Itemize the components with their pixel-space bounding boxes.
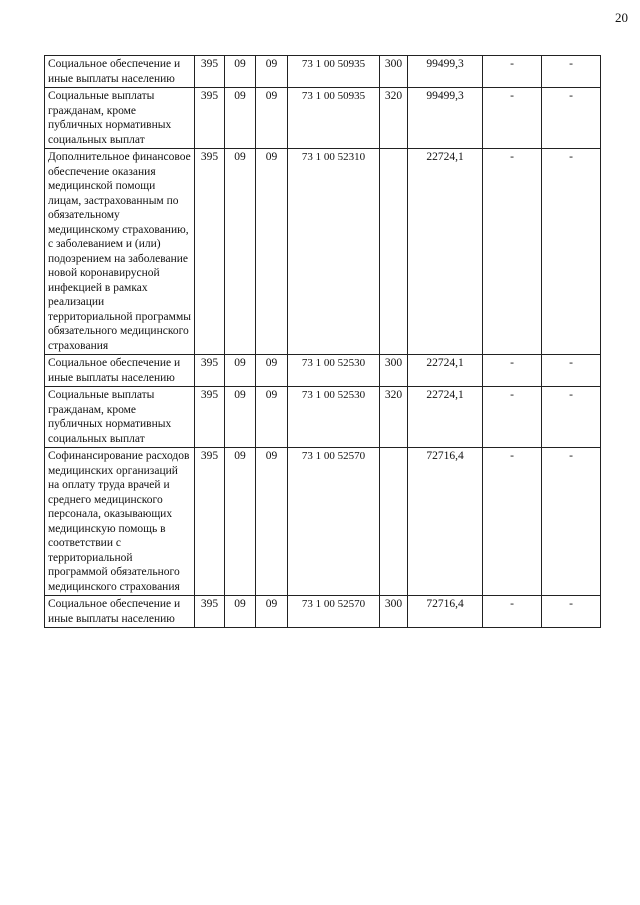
amount-year1-cell: 22724,1 (408, 149, 483, 355)
amount-year2-cell: - (483, 88, 542, 149)
row-name-cell: Социальное обеспечение и иные выплаты населению (45, 56, 195, 88)
row-name-cell: Социальные выплаты гражданам, кроме публичных нормативных социальных выплат (45, 88, 195, 149)
target-article-cell: 73 1 00 50935 (288, 88, 380, 149)
target-article-cell: 73 1 00 52570 (288, 596, 380, 628)
grbs-cell: 395 (195, 88, 225, 149)
amount-year3-cell: - (542, 448, 601, 596)
section-cell: 09 (225, 88, 256, 149)
amount-year3-cell: - (542, 88, 601, 149)
expense-type-cell: 320 (380, 88, 408, 149)
table-row (45, 387, 601, 448)
section-cell: 09 (225, 448, 256, 596)
amount-year1-cell: 99499,3 (408, 56, 483, 88)
amount-year2-cell: - (483, 596, 542, 628)
expense-type-cell: 300 (380, 355, 408, 387)
amount-year1-cell: 72716,4 (408, 596, 483, 628)
section-cell: 09 (225, 355, 256, 387)
expense-type-cell (380, 448, 408, 596)
amount-year3-cell: - (542, 596, 601, 628)
amount-year1-cell: 22724,1 (408, 355, 483, 387)
table-row (45, 56, 601, 88)
section-cell: 09 (225, 387, 256, 448)
expense-type-cell: 320 (380, 387, 408, 448)
section-cell: 09 (225, 56, 256, 88)
row-name-cell: Социальное обеспечение и иные выплаты населению (45, 596, 195, 628)
amount-year3-cell: - (542, 387, 601, 448)
amount-year2-cell: - (483, 355, 542, 387)
amount-year1-cell: 22724,1 (408, 387, 483, 448)
expense-type-cell: 300 (380, 56, 408, 88)
row-name-cell: Софинансирование расходов медицинских организаций на оплату труда врачей и среднего медицинского персонала, оказывающих медицинскую помощь в соответствии с территориальной программой обязательного медицинского страхования (45, 448, 195, 596)
amount-year2-cell: - (483, 149, 542, 355)
table-row (45, 88, 601, 149)
table-row (45, 149, 601, 355)
grbs-cell: 395 (195, 355, 225, 387)
row-name-cell: Социальные выплаты гражданам, кроме публичных нормативных социальных выплат (45, 387, 195, 448)
page-number: 20 (615, 10, 628, 25)
table-row (45, 596, 601, 628)
subsection-cell: 09 (256, 88, 288, 149)
section-cell: 09 (225, 149, 256, 355)
amount-year2-cell: - (483, 56, 542, 88)
amount-year2-cell: - (483, 448, 542, 596)
subsection-cell: 09 (256, 596, 288, 628)
subsection-cell: 09 (256, 149, 288, 355)
section-cell: 09 (225, 596, 256, 628)
grbs-cell: 395 (195, 596, 225, 628)
target-article-cell: 73 1 00 52310 (288, 149, 380, 355)
amount-year3-cell: - (542, 355, 601, 387)
amount-year3-cell: - (542, 56, 601, 88)
grbs-cell: 395 (195, 387, 225, 448)
amount-year1-cell: 99499,3 (408, 88, 483, 149)
amount-year3-cell: - (542, 149, 601, 355)
grbs-cell: 395 (195, 149, 225, 355)
subsection-cell: 09 (256, 387, 288, 448)
target-article-cell: 73 1 00 50935 (288, 56, 380, 88)
budget-table (44, 55, 601, 628)
subsection-cell: 09 (256, 448, 288, 596)
row-name-cell: Дополнительное финансовое обеспечение оказания медицинской помощи лицам, застрахованным по обязательному медицинскому страхованию, с заболеванием и (или) подозрением на заболевание новой коронавирусной инфекцией в рамках реализации территориальной программы обязательного медицинского страхования (45, 149, 195, 355)
amount-year2-cell: - (483, 387, 542, 448)
amount-year1-cell: 72716,4 (408, 448, 483, 596)
table-row (45, 448, 601, 596)
target-article-cell: 73 1 00 52530 (288, 355, 380, 387)
target-article-cell: 73 1 00 52530 (288, 387, 380, 448)
table-row (45, 355, 601, 387)
grbs-cell: 395 (195, 56, 225, 88)
subsection-cell: 09 (256, 56, 288, 88)
target-article-cell: 73 1 00 52570 (288, 448, 380, 596)
expense-type-cell (380, 149, 408, 355)
subsection-cell: 09 (256, 355, 288, 387)
expense-type-cell: 300 (380, 596, 408, 628)
grbs-cell: 395 (195, 448, 225, 596)
row-name-cell: Социальное обеспечение и иные выплаты населению (45, 355, 195, 387)
